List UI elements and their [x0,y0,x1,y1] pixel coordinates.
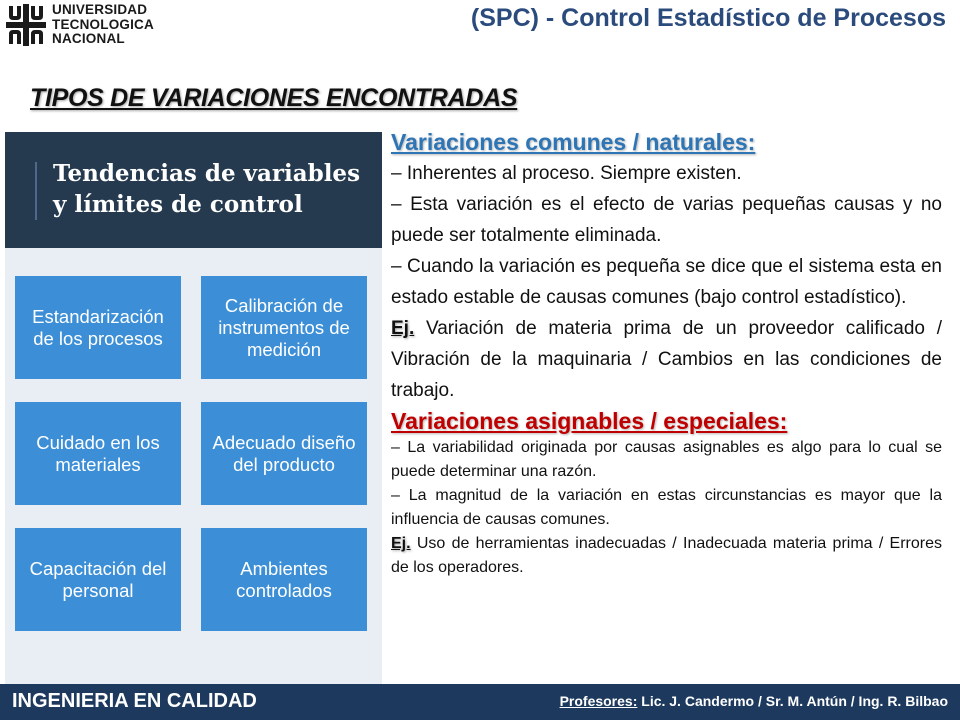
banner-text: Tendencias de variables y límites de control [53,160,361,218]
common-bullet: – Cuando la variación es pequeña se dice que el sistema esta en estado estable de causas comunes (bajo control estadístico). [391,256,942,308]
university-logo [4,2,164,48]
slide-title: (SPC) - Control Estadístico de Procesos [470,4,946,32]
infographic-banner [5,132,382,248]
common-variations-heading: Variaciones comunes / naturales: [391,129,756,155]
info-box: Capacitación del personal [15,528,181,631]
info-box: Calibración de instrumentos de medición [201,276,367,379]
info-box: Cuidado en los materiales [15,402,181,505]
info-box: Adecuado diseño del producto [201,402,367,505]
section-heading: TIPOS DE VARIACIONES ENCONTRADAS [30,84,518,112]
example-label: Ej. [391,318,415,339]
common-example [391,313,942,406]
professors-label: Profesores: [559,693,638,709]
info-box: Estandarización de los procesos [15,276,181,379]
banner-accent-bar [35,162,37,220]
utn-logo-icon [6,4,46,46]
content-column [391,126,942,580]
special-bullet: – La magnitud de la variación en estas circunstancias es mayor que la influencia de causas comunes. [391,487,942,528]
infographic-grid [5,248,382,688]
example-text: Variación de materia prima de un proveedor calificado / Vibración de la maquinaria / Cambios en las condiciones de trabajo. [391,318,942,401]
example-label: Ej. [391,535,411,552]
footer-bar [0,684,960,720]
special-example [391,532,942,580]
logo-line: UNIVERSIDAD [52,2,148,17]
example-text: Uso de herramientas inadecuadas / Inadecuada materia prima / Errores de los operadores. [391,535,942,576]
common-bullet: – Esta variación es el efecto de varias pequeñas causas y no puede ser totalmente eliminada. [391,194,942,246]
info-box: Ambientes controlados [201,528,367,631]
special-variations-heading: Variaciones asignables / especiales: [391,408,788,434]
professors-names: Lic. J. Candermo / Sr. M. Antún / Ing. R. Bilbao [637,693,948,709]
logo-line: NACIONAL [52,31,125,46]
special-bullet: – La variabilidad originada por causas asignables es algo para lo cual se puede determinar una razón. [391,439,942,480]
logo-line: TECNOLOGICA [52,16,154,32]
footer-professors [560,693,948,709]
footer-course: INGENIERIA EN CALIDAD [12,690,257,712]
logo-text [52,3,154,47]
common-bullet: – Inherentes al proceso. Siempre existen. [391,163,742,184]
